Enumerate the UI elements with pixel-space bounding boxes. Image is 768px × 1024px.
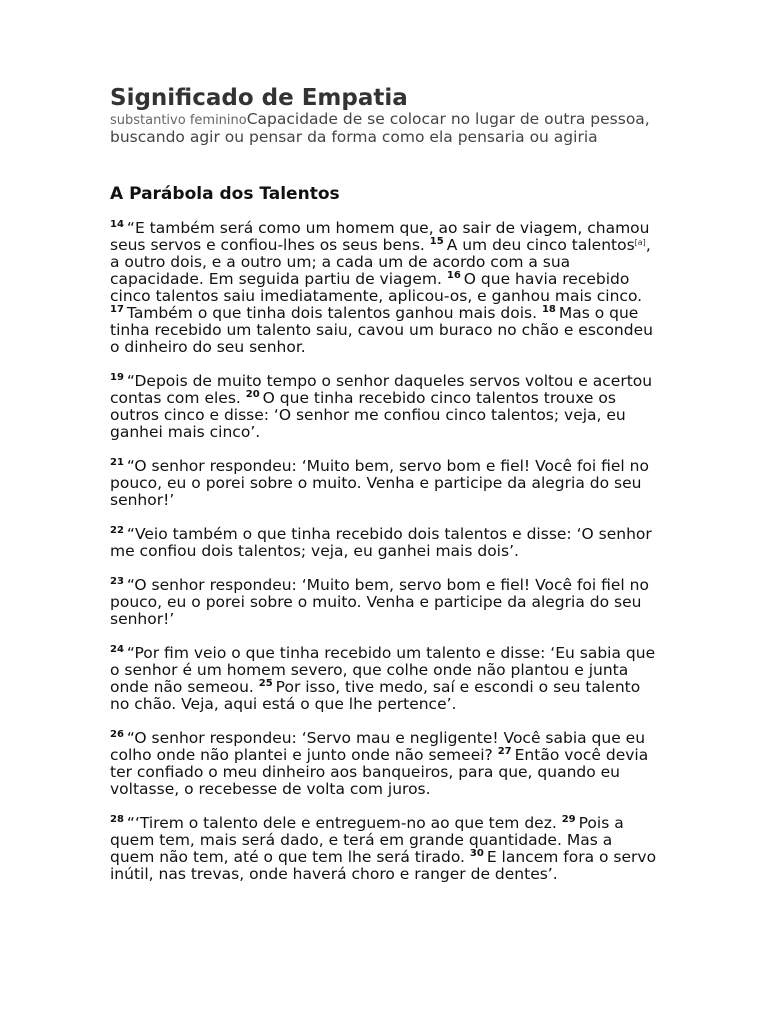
verse-paragraph xyxy=(110,220,658,356)
verse-text: O que tinha recebido cinco talentos trouxe os outros cinco e disse: ‘O senhor me confiou cinco talentos; veja, eu ganhei mais cinco’. xyxy=(110,389,626,441)
document-content xyxy=(110,85,658,900)
verse-text: Por isso, tive medo, saí e escondi o seu talento no chão. Veja, aqui está o que lhe pertence’. xyxy=(110,678,641,713)
verse-text: “‘Tirem o talento dele e entreguem-no ao que tem dez. xyxy=(126,814,562,832)
section-heading: A Parábola dos Talentos xyxy=(110,184,340,204)
verse-number: 22 xyxy=(110,525,124,536)
verse-number: 19 xyxy=(110,372,124,383)
definition-text: Capacidade de se colocar no lugar de outra pessoa, buscando agir ou pensar da forma como ela pensaria ou agiria xyxy=(110,110,650,146)
verse-text: “Por fim veio o que tinha recebido um talento e disse: ‘Eu sabia que o senhor é um homem severo, que colhe onde não plantou e junta onde não semeou. xyxy=(110,644,656,696)
verse-paragraph xyxy=(110,815,658,883)
footnote-marker: [a] xyxy=(634,238,646,247)
verse-number: 17 xyxy=(110,304,124,315)
verse-paragraph xyxy=(110,730,658,798)
verse-number: 15 xyxy=(429,236,444,247)
verse-text: “O senhor respondeu: ‘Muito bem, servo bom e fiel! Você foi fiel no pouco, eu o porei sobre o muito. Venha e participe da alegria do seu senhor!’ xyxy=(110,457,649,509)
verse-text: O que havia recebido cinco talentos saiu imediatamente, aplicou-os, e ganhou mais cinco. xyxy=(110,270,643,305)
verse-text: Pois a quem tem, mais será dado, e terá em grande quantidade. Mas a quem não tem, até o que tem lhe será tirado. xyxy=(110,814,624,866)
verse-paragraph xyxy=(110,526,658,560)
verse-number: 30 xyxy=(469,848,484,859)
verse-text: A um deu cinco talentos xyxy=(446,236,635,254)
part-of-speech: substantivo feminino xyxy=(110,113,247,128)
verse-number: 14 xyxy=(110,219,124,230)
verse-text: “O senhor respondeu: ‘Muito bem, servo bom e fiel! Você foi fiel no pouco, eu o porei sobre o muito. Venha e participe da alegria do seu senhor!’ xyxy=(110,576,649,628)
verse-text: “Depois de muito tempo o senhor daqueles servos voltou e acertou contas com eles. xyxy=(110,372,653,407)
verse-number: 16 xyxy=(446,270,461,281)
verse-text: “O senhor respondeu: ‘Servo mau e negligente! Você sabia que eu colho onde não plantei e junto onde não semeei? xyxy=(110,729,646,764)
verse-number: 24 xyxy=(110,644,124,655)
page-title: Significado de Empatia xyxy=(110,85,408,111)
verse-text: E lancem fora o servo inútil, nas trevas, onde haverá choro e ranger de dentes’. xyxy=(110,848,657,883)
verse-text: Também o que tinha dois talentos ganhou mais dois. xyxy=(126,304,542,322)
verse-paragraph xyxy=(110,577,658,628)
verse-number: 21 xyxy=(110,457,124,468)
verse-number: 28 xyxy=(110,814,124,825)
verse-text: Então você devia ter confiado o meu dinheiro aos banqueiros, para que, quando eu voltasse, o recebesse de volta com juros. xyxy=(110,746,649,798)
verse-number: 25 xyxy=(258,678,273,689)
verse-number: 18 xyxy=(541,304,556,315)
verse-number: 20 xyxy=(245,389,260,400)
passage xyxy=(110,220,658,883)
verse-text: , a outro dois, e a outro um; a cada um de acordo com a sua capacidade. Em seguida partiu de viagem. xyxy=(110,236,651,288)
verse-number: 29 xyxy=(561,814,576,825)
verse-number: 26 xyxy=(110,729,124,740)
verse-paragraph xyxy=(110,373,658,441)
definition xyxy=(110,111,650,146)
verse-text: “E também será como um homem que, ao sair de viagem, chamou seus servos e confiou-lhes os seus bens. xyxy=(110,219,650,254)
verse-paragraph xyxy=(110,458,658,509)
verse-text: Mas o que tinha recebido um talento saiu, cavou um buraco no chão e escondeu o dinheiro do seu senhor. xyxy=(110,304,653,356)
verse-number: 23 xyxy=(110,576,124,587)
verse-number: 27 xyxy=(497,746,512,757)
verse-text: “Veio também o que tinha recebido dois talentos e disse: ‘O senhor me confiou dois talentos; veja, eu ganhei mais dois’. xyxy=(110,525,652,560)
verse-paragraph xyxy=(110,645,658,713)
